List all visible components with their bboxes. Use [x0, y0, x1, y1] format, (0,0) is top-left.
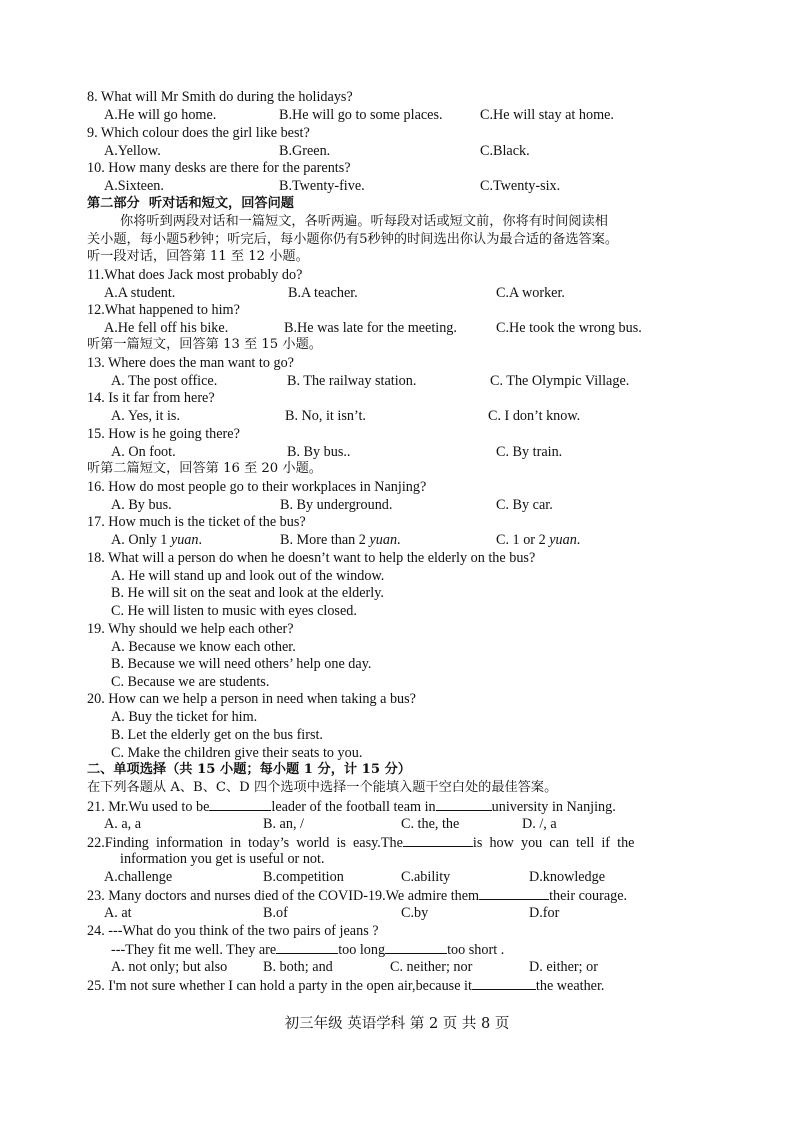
q23-stem: 23. Many doctors and nurses died of the COVID-19.We admire them their courage. — [87, 888, 628, 904]
q11-option-a: A.A student. — [104, 285, 176, 301]
q24-stem: 24. ---What do you think of the two pairs of jeans ? — [87, 923, 379, 939]
q24-option-b: B. both; and — [263, 959, 333, 975]
q11-option-b: B.A teacher. — [288, 285, 358, 301]
q16-option-a: A. By bus. — [111, 497, 172, 513]
section-passage2-heading: 听第二篇短文，回答第 16 至 20 小题。 — [87, 461, 322, 476]
page-footer: 初三年级 英语学科 第 2 页 共 8 页 — [284, 1016, 510, 1032]
q20-option-a: A. Buy the ticket for him. — [111, 709, 258, 725]
q22-option-a: A.challenge — [104, 869, 173, 885]
q10-option-b: B.Twenty-five. — [279, 178, 365, 194]
q18-option-c: C. He will listen to music with eyes closed. — [111, 603, 357, 619]
q17-option-c: C. 1 or 2 yuan. — [496, 532, 581, 548]
q13-option-b: B. The railway station. — [287, 373, 417, 389]
q18-option-b: B. He will sit on the seat and look at the elderly. — [111, 585, 384, 601]
q23-option-a: A. at — [104, 905, 132, 921]
q12-option-c: C.He took the wrong bus. — [496, 320, 642, 336]
part2-instruction-line2: 关小题，每小题5秒钟；听完后，每小题你仍有5秒钟的时间选出你认为最合适的备选答案。 — [87, 232, 619, 247]
q22-blank — [403, 833, 473, 847]
q12-option-a: A.He fell off his bike. — [104, 320, 229, 336]
q9-stem: 9. Which colour does the girl like best? — [87, 125, 310, 141]
q9-option-b: B.Green. — [279, 143, 331, 159]
q21-stem: 21. Mr.Wu used to be leader of the football team in university in Nanjing. — [87, 799, 616, 815]
q13-option-a: A. The post office. — [111, 373, 218, 389]
q22-option-c: C.ability — [401, 869, 451, 885]
q21-blank-1 — [209, 797, 271, 811]
q19-option-b: B. Because we will need others’ help one day. — [111, 656, 372, 672]
q24-option-d: D. either; or — [529, 959, 598, 975]
q21-option-a: A. a, a — [104, 816, 142, 832]
q16-option-c: C. By car. — [496, 497, 553, 513]
q15-option-a: A. On foot. — [111, 444, 176, 460]
q18-stem: 18. What will a person do when he doesn’t want to help the elderly on the bus? — [87, 550, 536, 566]
q19-stem: 19. Why should we help each other? — [87, 621, 294, 637]
q17-option-a: A. Only 1 yuan. — [111, 532, 203, 548]
q14-option-b: B. No, it isn’t. — [285, 408, 366, 424]
q23-blank — [479, 886, 549, 900]
q19-option-c: C. Because we are students. — [111, 674, 270, 690]
q24-blank-2 — [385, 940, 447, 954]
q10-option-c: C.Twenty-six. — [480, 178, 561, 194]
q9-option-a: A.Yellow. — [104, 143, 161, 159]
q16-option-b: B. By underground. — [280, 497, 393, 513]
part3-title: 二、单项选择（共 15 小题；每小题 1 分，计 15 分） — [87, 762, 411, 777]
q21-option-b: B. an, / — [263, 816, 304, 832]
q13-stem: 13. Where does the man want to go? — [87, 355, 294, 371]
q23-option-c: C.by — [401, 905, 429, 921]
q20-option-c: C. Make the children give their seats to you. — [111, 745, 363, 761]
q21-option-d: D. /, a — [522, 816, 557, 832]
q21-option-c: C. the, the — [401, 816, 460, 832]
q12-option-b: B.He was late for the meeting. — [284, 320, 457, 336]
q22-stem-line2: information you get is useful or not. — [120, 851, 325, 867]
q10-option-a: A.Sixteen. — [104, 178, 164, 194]
part3-instruction: 在下列各题从 A、B、C、D 四个选项中选择一个能填入题干空白处的最佳答案。 — [87, 780, 558, 795]
q18-option-a: A. He will stand up and look out of the window. — [111, 568, 385, 584]
q15-stem: 15. How is he going there? — [87, 426, 240, 442]
q14-stem: 14. Is it far from here? — [87, 390, 215, 406]
q20-option-b: B. Let the elderly get on the bus first. — [111, 727, 323, 743]
q11-option-c: C.A worker. — [496, 285, 565, 301]
q13-option-c: C. The Olympic Village. — [490, 373, 630, 389]
q19-option-a: A. Because we know each other. — [111, 639, 296, 655]
q15-option-c: C. By train. — [496, 444, 563, 460]
q8-option-c: C.He will stay at home. — [480, 107, 614, 123]
q8-option-b: B.He will go to some places. — [279, 107, 443, 123]
q22-option-b: B.competition — [263, 869, 344, 885]
q24-option-c: C. neither; nor — [390, 959, 473, 975]
q9-option-c: C.Black. — [480, 143, 530, 159]
q24-stem-line2: ---They fit me well. They are too long too short . — [111, 942, 505, 958]
q23-option-d: D.for — [529, 905, 560, 921]
q15-option-b: B. By bus.. — [287, 444, 351, 460]
q20-stem: 20. How can we help a person in need when taking a bus? — [87, 691, 416, 707]
q11-stem: 11.What does Jack most probably do? — [87, 267, 303, 283]
q14-option-c: C. I don’t know. — [488, 408, 581, 424]
q16-stem: 16. How do most people go to their workplaces in Nanjing? — [87, 479, 427, 495]
q23-option-b: B.of — [263, 905, 288, 921]
q25-stem: 25. I'm not sure whether I can hold a party in the open air,because it the weather. — [87, 978, 605, 994]
q8-stem: 8. What will Mr Smith do during the holidays? — [87, 89, 353, 105]
q17-stem: 17. How much is the ticket of the bus? — [87, 514, 306, 530]
q24-blank-1 — [276, 940, 338, 954]
q17-option-b: B. More than 2 yuan. — [280, 532, 401, 548]
section-passage1-heading: 听第一篇短文，回答第 13 至 15 小题。 — [87, 337, 322, 352]
q14-option-a: A. Yes, it is. — [111, 408, 180, 424]
q22-stem: 22.Finding information in today’s world is easy.The is how you can tell if the — [87, 835, 635, 851]
q12-stem: 12.What happened to him? — [87, 302, 240, 318]
q21-blank-2 — [436, 797, 492, 811]
q25-blank — [472, 976, 536, 990]
part2-instruction-line1: 你将听到两段对话和一篇短文，各听两遍。听每段对话或短文前，你将有时间阅读相 — [120, 214, 608, 229]
q22-option-d: D.knowledge — [529, 869, 606, 885]
part2-title: 第二部分 听对话和短文，回答问题 — [87, 196, 294, 211]
q10-stem: 10. How many desks are there for the parents? — [87, 160, 351, 176]
q24-option-a: A. not only; but also — [111, 959, 228, 975]
section-dialogue-heading: 听一段对话，回答第 11 至 12 小题。 — [87, 249, 309, 264]
q8-option-a: A.He will go home. — [104, 107, 217, 123]
